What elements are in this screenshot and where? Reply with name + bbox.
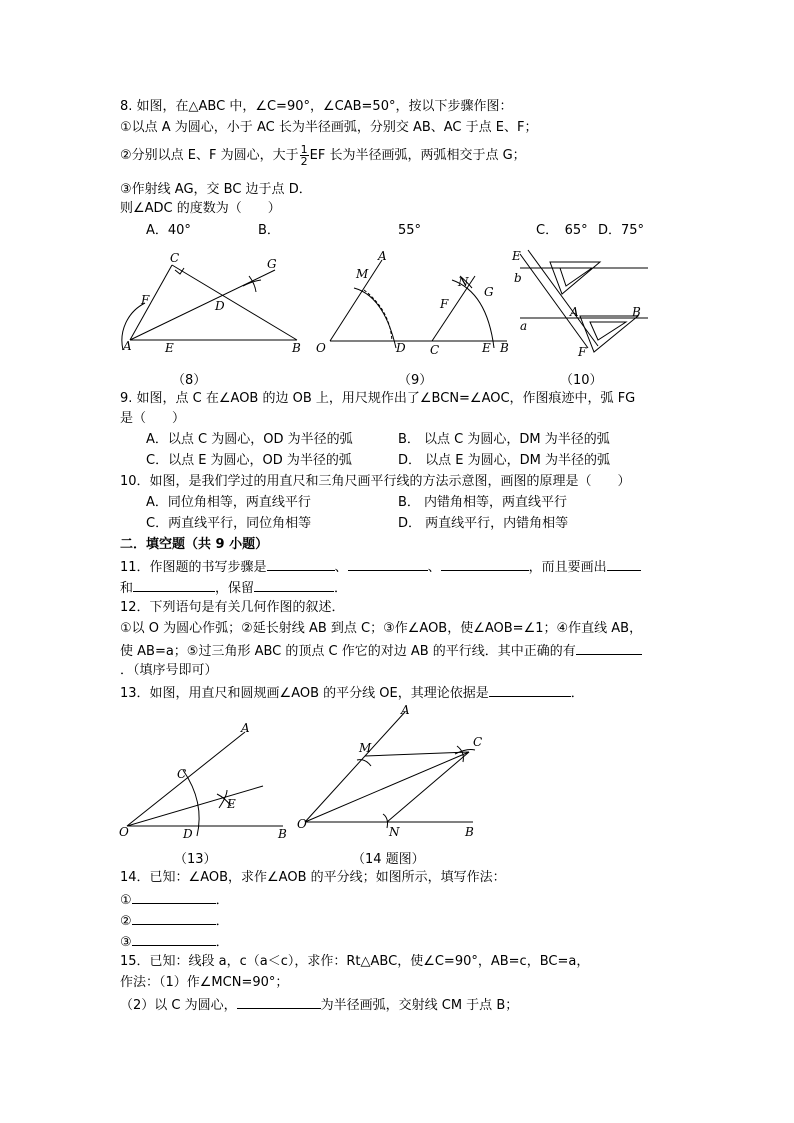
q8-option-b: B． (258, 223, 280, 238)
q12-blank[interactable] (576, 641, 642, 655)
q8-step3: ③作射线 AG，交 BC 边于点 D． (120, 182, 312, 197)
label-b: B (500, 341, 509, 355)
q8-option-a: A．40° (146, 223, 191, 238)
label-f: F (141, 293, 150, 307)
figure-10 (510, 248, 660, 363)
label-b: B (632, 305, 641, 319)
figure-13-caption: （13） (174, 852, 217, 867)
figure-8 (115, 248, 315, 363)
q14-blank-2[interactable] (132, 911, 216, 925)
arc-n (383, 814, 388, 828)
q8-step2-pre: ②分别以点 E、F 为圆心，大于 (120, 148, 299, 163)
q11-pre: 11．作图题的书写步骤是 (120, 560, 267, 575)
q11-blank-5[interactable] (133, 578, 215, 592)
label-b: B (278, 827, 287, 841)
q14-end-2: ． (215, 914, 229, 929)
label-g: G (267, 257, 277, 271)
q15-stem: 15．已知：线段 a，c（a＜c），求作：Rt△ABC，使∠C=90°，AB=c，BC=a， (120, 954, 590, 969)
label-g: G (484, 285, 494, 299)
q11-l2c: ． (334, 581, 348, 596)
q9-option-b: B． 以点 C 为圆心，DM 为半径的弧 (398, 432, 610, 447)
q14-mark-2: ② (120, 914, 132, 929)
q14-step-3 (120, 932, 229, 952)
figure-14 (295, 700, 495, 845)
q11-blank-3[interactable] (441, 557, 529, 571)
triangle-lower-inner (590, 322, 626, 340)
q9-option-c: C．以点 E 为圆心，OD 为半径的弧 (146, 453, 352, 468)
q8-step2-post: EF 长为半径画弧，两弧相交于点 G； (309, 148, 526, 163)
q14-blank-1[interactable] (132, 890, 216, 904)
label-c: C (473, 735, 483, 749)
q11-line-1 (120, 557, 641, 577)
label-d: D (183, 827, 193, 841)
label-b: B (292, 341, 301, 355)
q12-l2: 使 AB=a；⑤过三角形 ABC 的顶点 C 作它的对边 AB 的平行线．其中正确的有 (120, 644, 576, 659)
q9-option-d: D． 以点 E 为圆心，DM 为半径的弧 (398, 453, 610, 468)
ruler-edge-2 (528, 250, 598, 346)
q11-sep-1: 、 (334, 560, 348, 575)
label-e: E (165, 341, 174, 355)
label-c: C (177, 767, 187, 781)
q13-post: ． (570, 686, 584, 701)
q8-ask: 则∠ADC 的度数为（ ） (120, 201, 281, 216)
ray-cn (432, 276, 475, 341)
label-o: O (297, 817, 307, 831)
figure-9-caption: （9） (398, 373, 433, 388)
label-e: E (227, 797, 236, 811)
q11-line-2 (120, 578, 347, 598)
q10-option-d: D． 两直线平行，内错角相等 (398, 516, 569, 531)
frac-denominator: 2 (300, 155, 308, 168)
half-fraction (300, 144, 309, 167)
q8-step2 (120, 144, 526, 167)
q11-l2a: 和 (120, 581, 134, 596)
figure-10-caption: （10） (560, 373, 603, 388)
label-n: N (458, 275, 469, 289)
q14-step-1 (120, 890, 229, 910)
q15-l3-pre: （2）以 C 为圆心， (120, 998, 237, 1013)
q10-option-b: B． 内错角相等，两直线平行 (398, 495, 568, 510)
q11-l2b: ，保留 (215, 581, 255, 596)
q13-pre: 13．如图，用直尺和圆规画∠AOB 的平分线 OE，其理论依据是 (120, 686, 489, 701)
label-a: A (570, 305, 579, 319)
q8-option-d: D．75° (598, 223, 645, 238)
label-d: D (215, 299, 225, 313)
q10-option-a: A．同位角相等，两直线平行 (146, 495, 311, 510)
figure-8-caption: （8） (172, 373, 207, 388)
arc-g1 (249, 276, 256, 292)
segment-ac (130, 265, 172, 340)
q14-step-2 (120, 911, 229, 931)
q14-end-3: ． (215, 935, 229, 950)
label-a: A (378, 249, 387, 263)
q8-step1: ①以点 A 为圆心，小于 AC 长为半径画弧，分别交 AB、AC 于点 E、F； (120, 120, 538, 135)
q14-stem: 14．已知：∠AOB，求作∠AOB 的平分线；如图所示，填写作法： (120, 870, 506, 885)
label-c: C (430, 343, 440, 357)
figure-13 (115, 720, 300, 845)
q15-line-2: 作法：（1）作∠MCN=90°； (120, 975, 289, 990)
segment-cb (172, 265, 297, 340)
label-f: F (578, 345, 587, 359)
segment-nc (387, 752, 469, 822)
q9-stem-2: 是（ ） (120, 411, 186, 426)
segment-mc (365, 752, 469, 756)
figure-9 (312, 248, 517, 363)
q11-blank-4[interactable] (607, 557, 641, 571)
label-a: A (123, 339, 132, 353)
label-e: E (512, 249, 521, 263)
q10-stem: 10．如图，是我们学过的用直尺和三角尺画平行线的方法示意图，画图的原理是（ ） (120, 474, 631, 489)
q11-blank-1[interactable] (267, 557, 335, 571)
q15-l3-post: 为半径画弧，交射线 CM 于点 B； (320, 998, 519, 1013)
q12-line-3: ．（填序号即可） (120, 663, 218, 678)
q9-stem: 9. 如图，点 C 在∠AOB 的边 OB 上，用尺规作出了∠BCN=∠AOC，作图痕迹中，弧 FG (120, 391, 636, 406)
ray-oc (305, 752, 469, 822)
q12-stem: 12．下列语句是有关几何作图的叙述． (120, 600, 345, 615)
q8-option-c: C． 65° (536, 223, 588, 238)
q14-blank-3[interactable] (132, 932, 216, 946)
section-2-heading: 二．填空题（共 9 小题） (120, 537, 269, 552)
label-o: O (316, 341, 326, 355)
q10-option-c: C．两直线平行，同位角相等 (146, 516, 312, 531)
ray-oa (305, 712, 405, 822)
label-d: D (396, 341, 406, 355)
q13-blank[interactable] (489, 683, 571, 697)
q15-line-3 (120, 995, 518, 1015)
label-f: F (440, 297, 449, 311)
label-c: C (170, 251, 180, 265)
ray-ag (130, 270, 275, 340)
label-n: N (389, 825, 400, 839)
label-o: O (119, 825, 129, 839)
arc-md-dashed (364, 290, 392, 341)
figure-14-caption: （14 题图） (352, 852, 425, 867)
q14-mark-3: ③ (120, 935, 132, 950)
q8-option-b-value: 55° (398, 223, 422, 238)
triangle-upper-inner (560, 268, 592, 286)
q12-line-1: ①以 O 为圆心作弧；②延长射线 AB 到点 C；③作∠AOB，使∠AOB=∠1；④作直线 AB， (120, 621, 643, 636)
label-a: A (401, 703, 410, 717)
q12-line-2 (120, 641, 642, 661)
q8-stem: 8. 如图，在△ABC 中，∠C=90°，∠CAB=50°，按以下步骤作图： (120, 99, 513, 114)
q9-option-a: A．以点 C 为圆心，OD 为半径的弧 (146, 432, 353, 447)
label-a-line: a (520, 319, 528, 333)
q11-blank-2[interactable] (348, 557, 428, 571)
label-a: A (241, 721, 250, 735)
label-b-line: b (514, 271, 522, 285)
label-b: B (465, 825, 474, 839)
q11-post: ，而且要画出 (528, 560, 607, 575)
q11-sep-2: 、 (427, 560, 441, 575)
label-m: M (359, 741, 372, 755)
q14-mark-1: ① (120, 893, 132, 908)
q11-blank-6[interactable] (254, 578, 334, 592)
frac-numerator: 1 (300, 143, 308, 156)
triangle-upper (550, 262, 600, 294)
label-e: E (482, 341, 491, 355)
q15-blank[interactable] (237, 995, 321, 1009)
q14-end-1: ． (215, 893, 229, 908)
label-m: M (356, 267, 369, 281)
arc-md (354, 288, 396, 348)
